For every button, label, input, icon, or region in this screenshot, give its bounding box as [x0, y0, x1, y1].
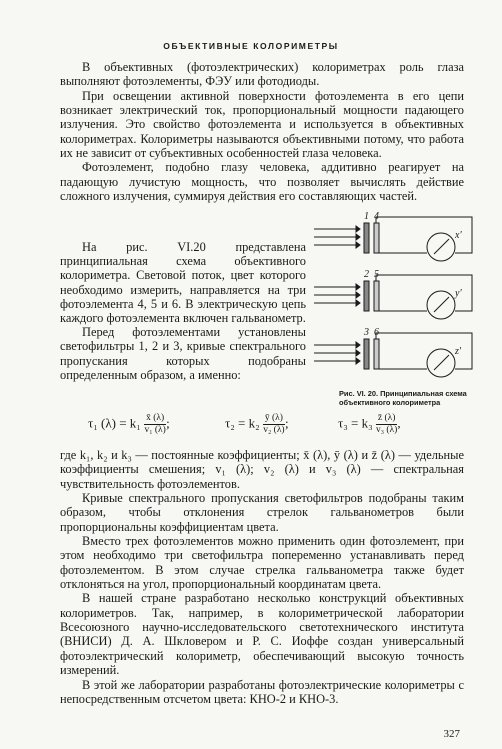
formula-tau2 [225, 413, 289, 436]
galvanometer-needle [434, 355, 449, 370]
paragraph: Кривые спектрального пропускания светофильтров подобраны таким образом, чтобы отклонения стрелок гальванометров были пропорциональны коэффициентам цвета. [60, 491, 464, 534]
fraction [375, 413, 401, 436]
column-text-block [60, 240, 306, 382]
formula-lhs: τ₁ (λ) = k₁ [88, 415, 141, 431]
formula-lhs: τ₃ = k₃ [338, 415, 373, 431]
arrow-head [356, 242, 360, 248]
paragraph: В нашей стране разработано несколько конструкций объективных колориметров. Так, например, в колориметрической лаборатории Всесоюзного научно-исследовательского светотехнического института (ВНИСИ) Д. А. Шкловером и Р. С. Иоффе создан универсальный фотоэлектрический колориметр, обеспечивающий высокую точность измерений. [60, 591, 464, 678]
meter-label-z: z' [455, 346, 462, 357]
label-2: 2 [364, 269, 369, 280]
paragraph: где k₁, k₂ и k₃ — постоянные коэффициенты; x̄ (λ), ȳ (λ) и z̄ (λ) — удельные коэффициенты смешения; v₁ (λ); v₂ (λ) и v₃ (λ) — спектральная чувствительность фотоэлементов. [60, 448, 464, 491]
formula-tau3 [338, 413, 401, 436]
fraction [263, 413, 285, 436]
figure-caption: Рис. VI. 20. Принципиальная схема объективного колориметра [339, 389, 467, 407]
denominator: v₁ (λ) [144, 425, 166, 435]
numerator: ȳ (λ) [264, 413, 283, 423]
photocell [374, 281, 379, 311]
paragraph: Вместо трех фотоэлементов можно применить один фотоэлемент, при этом необходимо три светофильтра попеременно устанавливать перед фотоэлементом. В этом случае стрелка гальванометра также будет отклоняться на угол, пропорциональный координатам цвета. [60, 534, 464, 592]
separator: , [397, 415, 401, 431]
paragraph: В объективных (фотоэлектрических) колориметрах роль глаза выполняют фотоэлементы, ФЭУ или фотодиоды. [60, 60, 464, 89]
light-filter [364, 339, 369, 369]
diagram-unit [314, 333, 472, 377]
light-filter [364, 223, 369, 253]
formula-tau1 [88, 413, 170, 436]
paragraph: При освещении активной поверхности фотоэлемента в его цепи возникает электрический ток, пропорциональный мощности падающего излучения. Это свойство фотоэлемента и используется в объективных колориметрах. Колориметры называются объективными потому, что работа их не зависит от субъективных особенностей глаза человека. [60, 88, 464, 161]
numerator: z̄ (λ) [377, 413, 396, 423]
meter-label-x: x' [455, 230, 462, 241]
arrow-head [356, 234, 360, 240]
meter-label-y: y' [455, 288, 462, 299]
page-number: 327 [443, 728, 460, 740]
label-4: 4 [374, 211, 379, 222]
galvanometer-needle [434, 297, 449, 312]
formula-lhs: τ₂ = k₂ [225, 415, 260, 431]
paragraph: На рис. VI.20 представлена принципиальная схема объективного колориметра. Световой поток, цвет которого необходимо измерить, направляется на три фотоэлемента 4, 5 и 6. В электрическую цепь каждого фотоэлемента включен гальванометр. [60, 240, 306, 326]
photocell [374, 223, 379, 253]
top-text-block [60, 60, 464, 203]
colorimeter-diagram [312, 207, 477, 387]
paragraph: Фотоэлемент, подобно глазу человека, аддитивно реагирует на падающую лучистую мощность, что позволяет вычислять действие сложного излучения, суммируя действия его составляющих частей. [60, 160, 464, 204]
arrow-head [356, 226, 360, 232]
galvanometer-needle [434, 239, 449, 254]
label-1: 1 [364, 211, 369, 222]
denominator: v₂ (λ) [263, 425, 285, 435]
diagram-unit [314, 217, 472, 261]
label-5: 5 [374, 269, 379, 280]
photocell [374, 339, 379, 369]
diagram-unit [314, 275, 472, 319]
numerator: x̄ (λ) [146, 413, 165, 423]
page-title: ОБЪЕКТИВНЫЕ КОЛОРИМЕТРЫ [163, 41, 339, 51]
separator: ; [166, 415, 170, 431]
label-6: 6 [374, 327, 379, 338]
paragraph: В этой же лаборатории разработаны фотоэлектрические колориметры с непосредственным отсчетом цвета: КНО-2 и КНО-3. [60, 677, 464, 706]
bottom-text-block [60, 448, 464, 706]
denominator: v₃ (λ) [375, 425, 398, 435]
label-3: 3 [364, 327, 369, 338]
separator: ; [284, 415, 289, 431]
fraction [144, 413, 166, 436]
light-filter [364, 281, 369, 311]
paragraph: Перед фотоэлементами установлены светофильтры 1, 2 и 3, кривые спектрального пропускания которых подобраны определенным образом, а именно: [60, 325, 306, 382]
